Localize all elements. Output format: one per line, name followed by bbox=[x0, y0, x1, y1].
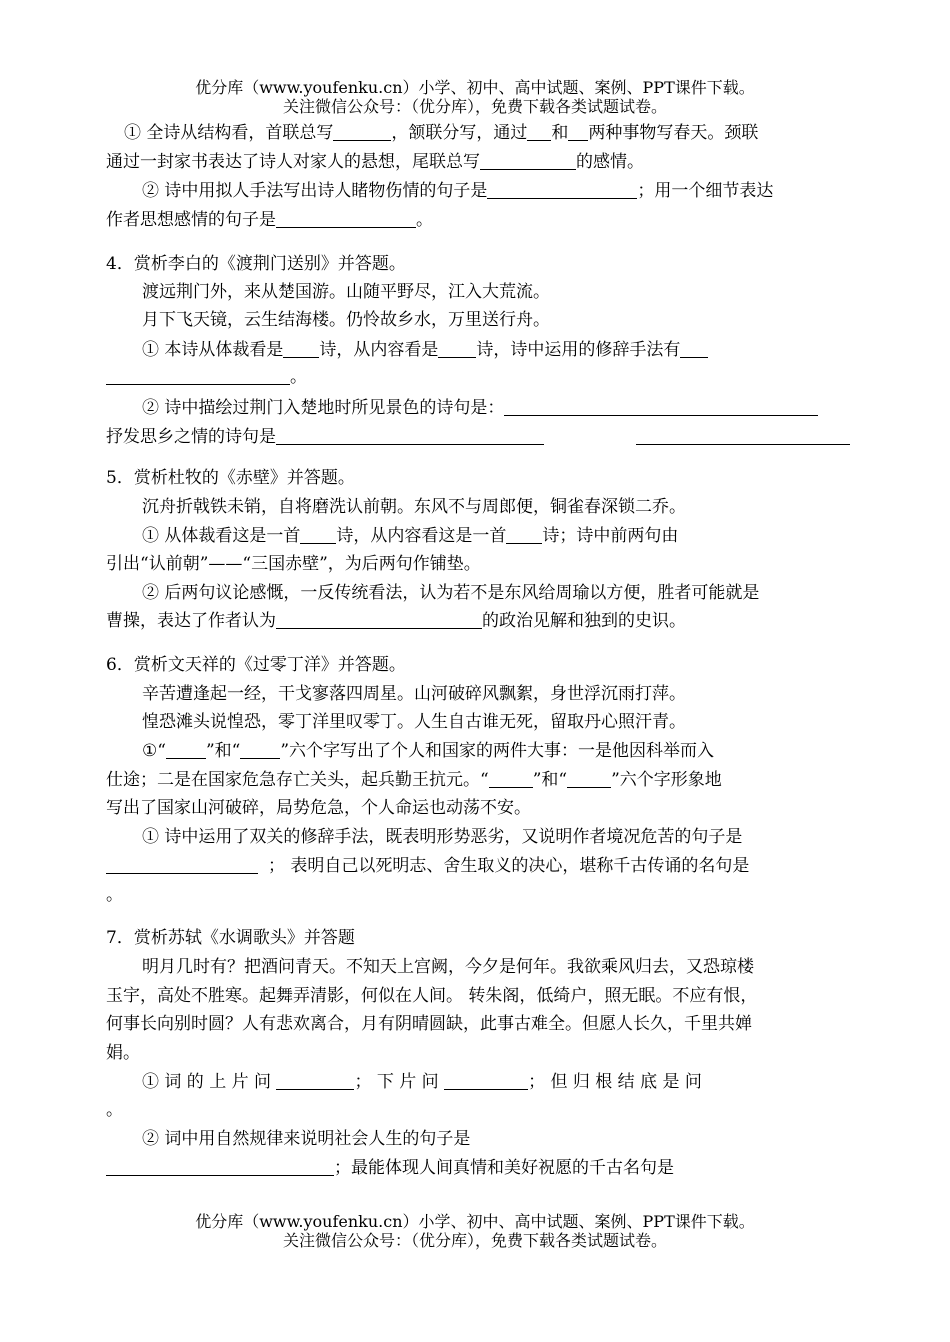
blank[interactable] bbox=[300, 526, 336, 544]
q6-sub1-line3: 写出了国家山河破碎，局势危急，个人命运也动荡不安。 bbox=[106, 798, 531, 818]
q3-sub2-line1: ② 诗中用拟人手法写出诗人睹物伤情的句子是 ；用一个细节表达 bbox=[142, 181, 774, 201]
blank[interactable] bbox=[276, 427, 544, 445]
q5-sub1-line2: 引出“认前朝”——“三国赤壁”，为后两句作铺垫。 bbox=[106, 554, 481, 574]
blank[interactable] bbox=[106, 367, 290, 385]
q4-sub1-line1: ① 本诗从体裁看是 诗，从内容看是 诗，诗中运用的修辞手法有 bbox=[142, 339, 708, 361]
q6-poem-line1: 辛苦遭逢起一经，干戈寥落四周星。山河破碎风飘絮，身世浮沉雨打萍。 bbox=[142, 684, 686, 704]
q7-poem-line2: 玉宇，高处不胜寒。起舞弄清影，何似在人间。 转朱阁，低绮户，照无眠。不应有恨， bbox=[106, 986, 758, 1006]
q6-sub2-line2: ； 表明自己以死明志、舍生取义的决心，堪称千古传诵的名句是 bbox=[106, 855, 749, 877]
q4-sub1-line2: 。 bbox=[106, 366, 307, 388]
blank[interactable] bbox=[166, 741, 206, 759]
q5-poem: 沉舟折戟铁未销，自将磨洗认前朝。东风不与周郎便，铜雀春深锁二乔。 bbox=[142, 497, 686, 517]
blank[interactable] bbox=[106, 1158, 334, 1176]
q5-title: 5．赏析杜牧的《赤壁》并答题。 bbox=[106, 468, 355, 488]
q7-poem-line1: 明月几时有？把酒问青天。不知天上宫阙，今夕是何年。我欲乘风归去，又恐琼楼 bbox=[142, 957, 754, 977]
blank[interactable] bbox=[504, 398, 818, 416]
q5-sub2-line2: 曹操，表达了作者认为 的政治见解和独到的史识。 bbox=[106, 611, 686, 631]
blank[interactable] bbox=[333, 123, 391, 141]
q6-sub1-line1: ①“ ”和“ ”六个字写出了个人和国家的两件大事：一是他因科举而入 bbox=[142, 741, 715, 761]
q3-sub1-line2: 通过一封家书表达了诗人对家人的悬想，尾联总写 的感情。 bbox=[106, 152, 644, 172]
blank[interactable] bbox=[276, 611, 482, 629]
q7-sub1-line1: ① 词 的 上 片 问 ； 下 片 问 ； 但 归 根 结 底 是 问 bbox=[142, 1072, 702, 1092]
blank[interactable] bbox=[276, 210, 416, 228]
q6-sub2-line1: ① 诗中运用了双关的修辞手法，既表明形势恶劣，又说明作者境况危苦的句子是 bbox=[142, 827, 743, 847]
blank[interactable] bbox=[283, 340, 319, 358]
q7-title: 7．赏析苏轼《水调歌头》并答题 bbox=[106, 928, 355, 948]
footer-line-1: 优分库（www.youfenku.cn）小学、初中、高中试题、案例、PPT课件下载。 bbox=[195, 1212, 755, 1231]
blank[interactable] bbox=[480, 152, 576, 170]
q7-sub2-line1: ② 词中用自然规律来说明社会人生的句子是 bbox=[142, 1129, 471, 1149]
q6-poem-line2: 惶恐滩头说惶恐，零丁洋里叹零丁。人生自古谁无死，留取丹心照汗青。 bbox=[142, 712, 686, 732]
q5-sub1-line1: ① 从体裁看这是一首 诗，从内容看这是一首 诗；诗中前两句由 bbox=[142, 526, 679, 546]
q7-sub1-line2: 。 bbox=[106, 1100, 123, 1120]
q7-poem-line3: 何事长向别时圆？人有悲欢离合，月有阴晴圆缺，此事古难全。但愿人长久，千里共婵 bbox=[106, 1014, 752, 1034]
q4-poem-line2: 月下飞天镜，云生结海楼。仍怜故乡水，万里送行舟。 bbox=[142, 310, 550, 330]
footer-line-2: 关注微信公众号：（优分库），免费下载各类试题试卷。 bbox=[282, 1231, 667, 1250]
blank[interactable] bbox=[527, 123, 551, 141]
q3-sub1-line1: ① 全诗从结构看，首联总写 ，颔联分写，通过 和 两种事物写春天。颈联 bbox=[124, 123, 759, 143]
q3-sub2-line2: 作者思想感情的句子是 。 bbox=[106, 210, 433, 230]
q7-poem-line4: 娟。 bbox=[106, 1043, 140, 1063]
q4-sub2-extra-blank bbox=[636, 426, 850, 448]
page-header bbox=[0, 78, 950, 116]
blank[interactable] bbox=[568, 123, 588, 141]
blank[interactable] bbox=[240, 741, 280, 759]
q7-sub2-line2: ；最能体现人间真情和美好祝愿的千古名句是 bbox=[106, 1157, 674, 1179]
q6-sub2-line3: 。 bbox=[106, 885, 123, 905]
q4-poem-line1: 渡远荆门外，来从楚国游。山随平野尽，江入大荒流。 bbox=[142, 282, 550, 302]
header-line-1: 优分库（www.youfenku.cn）小学、初中、高中试题、案例、PPT课件下载。 bbox=[195, 78, 755, 97]
q4-sub2-line2: 抒发思乡之情的诗句是 bbox=[106, 426, 544, 448]
blank[interactable] bbox=[487, 181, 637, 199]
q5-sub2-line1: ② 后两句议论感慨，一反传统看法，认为若不是东风给周瑜以方便，胜者可能就是 bbox=[142, 583, 760, 603]
blank[interactable] bbox=[276, 1072, 354, 1090]
blank[interactable] bbox=[680, 340, 708, 358]
header-line-2: 关注微信公众号：（优分库），免费下载各类试题试卷。 bbox=[282, 97, 667, 116]
blank[interactable] bbox=[506, 526, 542, 544]
blank[interactable] bbox=[106, 856, 258, 874]
blank[interactable] bbox=[438, 340, 476, 358]
page-footer bbox=[0, 1212, 950, 1250]
blank[interactable] bbox=[567, 770, 611, 788]
blank[interactable] bbox=[444, 1072, 528, 1090]
q4-title: 4．赏析李白的《渡荆门送别》并答题。 bbox=[106, 254, 406, 274]
blank[interactable] bbox=[636, 427, 850, 445]
q6-title: 6．赏析文天祥的《过零丁洋》并答题。 bbox=[106, 655, 406, 675]
blank[interactable] bbox=[489, 770, 533, 788]
q4-sub2-line1: ② 诗中描绘过荆门入楚地时所见景色的诗句是： bbox=[142, 397, 818, 419]
q6-sub1-line2: 仕途；二是在国家危急存亡关头，起兵勤王抗元。“ ”和“ ”六个字形象地 bbox=[106, 770, 722, 790]
